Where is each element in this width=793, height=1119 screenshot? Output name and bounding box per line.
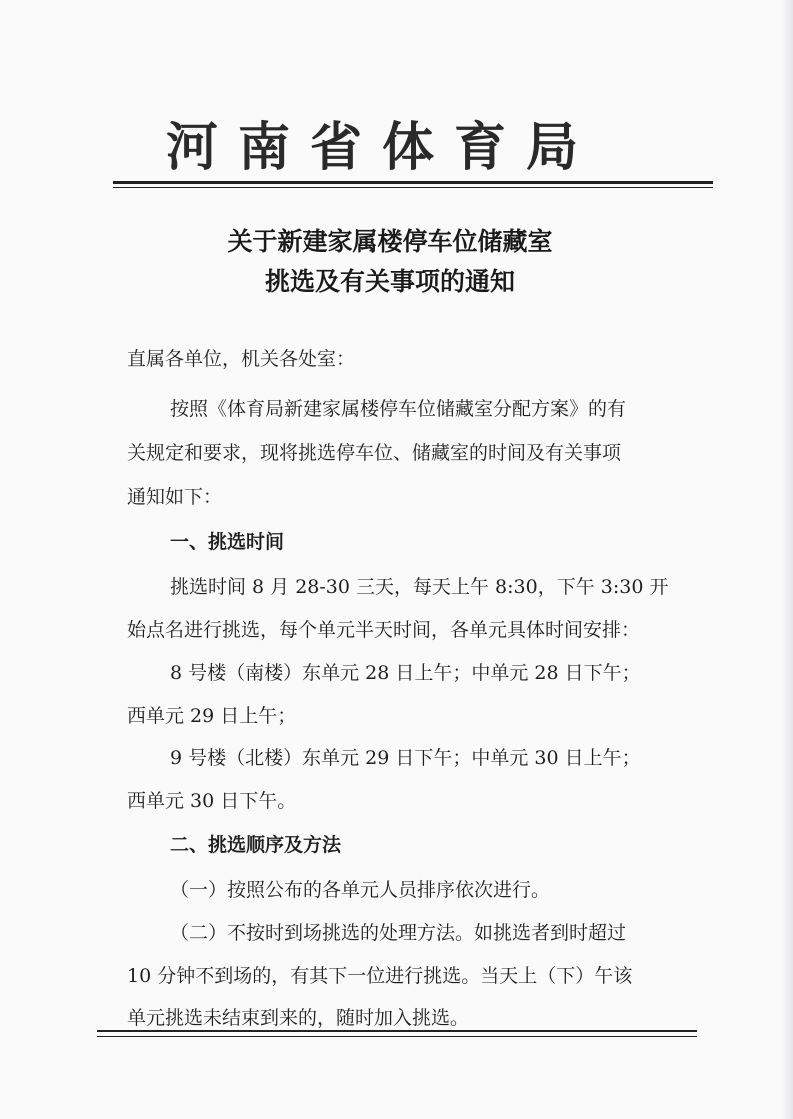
- schedule-building-8-cont: 西单元 29 日上午；: [127, 705, 297, 727]
- scan-edge-shadow: [781, 0, 793, 1119]
- section-heading-order: 二、挑选顺序及方法: [170, 834, 342, 856]
- schedule-paragraph-line: 始点名进行挑选，每个单元半天时间，各单元具体时间安排：: [127, 619, 641, 641]
- schedule-building-9-cont: 西单元 30 日下午。: [127, 790, 297, 812]
- document-title-line2: 挑选及有关事项的通知: [264, 267, 515, 296]
- document-title-line1: 关于新建家属楼停车位储藏室: [227, 227, 553, 256]
- order-paragraph-line: 10 分钟不到场的，有其下一位进行挑选。当天上（下）午该: [127, 965, 633, 987]
- header-rule-thick: [113, 181, 713, 184]
- order-paragraph-line: 单元挑选未结束到来的，随时加入挑选。: [127, 1007, 470, 1029]
- salutation: 直属各单位，机关各处室：: [127, 348, 356, 370]
- order-paragraph-line: （二）不按时到场挑选的处理方法。如挑选者到时超过: [170, 922, 627, 944]
- footer-rule-thick: [97, 1030, 697, 1032]
- section-heading-schedule: 一、挑选时间: [170, 531, 285, 553]
- intro-paragraph-line: 关规定和要求，现将挑选停车位、储藏室的时间及有关事项: [127, 442, 622, 464]
- org-letterhead: 河南省体育局: [166, 117, 599, 178]
- header-rule-thin: [113, 187, 713, 188]
- footer-rule-thin: [97, 1036, 697, 1037]
- schedule-building-9: 9 号楼（北楼）东单元 29 日下午；中单元 30 日上午；: [170, 747, 641, 769]
- order-paragraph-line: （一）按照公布的各单元人员排序依次进行。: [170, 879, 551, 901]
- intro-paragraph-line: 通知如下：: [127, 486, 223, 508]
- schedule-paragraph-line: 挑选时间 8 月 28-30 三天，每天上午 8:30，下午 3:30 开: [170, 576, 669, 598]
- intro-paragraph-line: 按照《体育局新建家属楼停车位储藏室分配方案》的有: [170, 398, 627, 420]
- schedule-building-8: 8 号楼（南楼）东单元 28 日上午；中单元 28 日下午；: [170, 662, 641, 684]
